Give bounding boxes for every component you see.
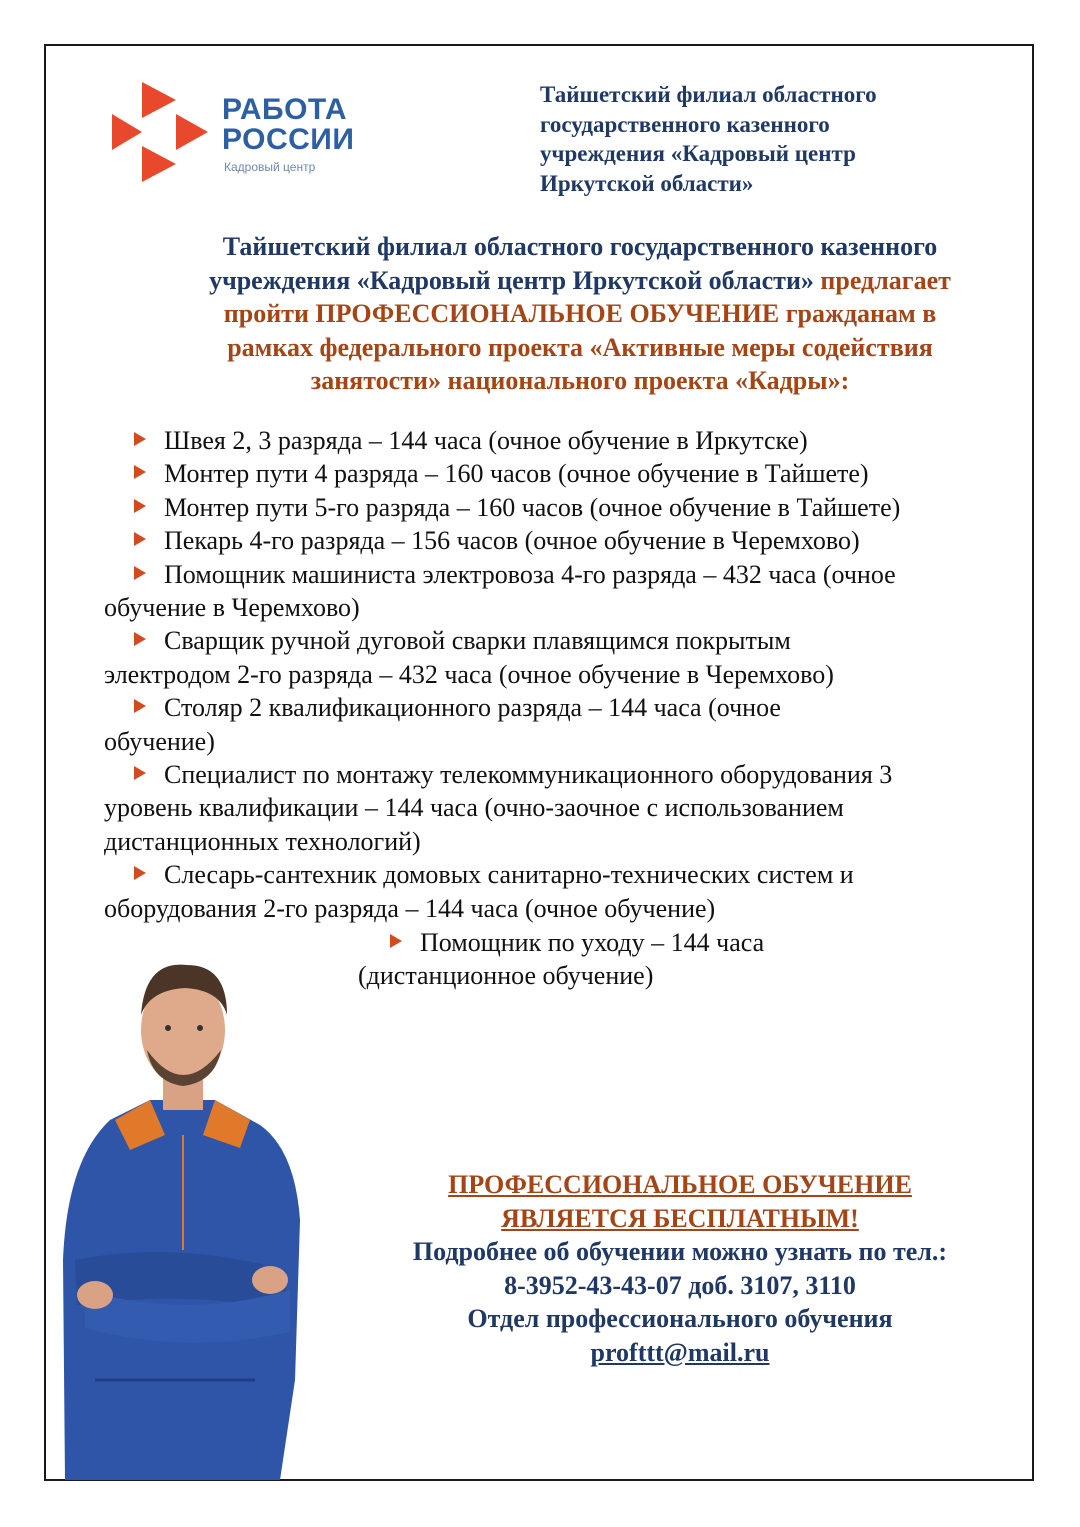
info-text: Подробнее об обучении можно узнать по тел.: (412, 1237, 948, 1266)
course-text: Специалист по монтажу телекоммуникационного оборудования 3 (164, 760, 893, 790)
phone-number: 8-3952-43-43-07 доб. 3107, 3110 (504, 1270, 856, 1300)
course-text: Пекарь 4-го разряда – 156 часов (очное обучение в Черемхово) (164, 526, 860, 556)
course-text: Монтер пути 4 разряда – 160 часов (очное обучение в Тайшете) (164, 459, 869, 489)
main-heading (120, 230, 1040, 398)
course-text: Монтер пути 5-го разряда – 160 часов (очное обучение в Тайшете) (164, 492, 901, 522)
org-header-line: Иркутской области» (540, 170, 754, 196)
course-text: Сварщик ручной дуговой сварки плавящимся покрытым (164, 626, 791, 656)
bullet-triangle-icon (390, 934, 402, 948)
bullet-triangle-icon (134, 866, 146, 880)
heading-rust-4: занятости» национального проекта «Кадры»: (310, 366, 850, 395)
logo-title-line2: РОССИИ (222, 123, 355, 156)
list-item (104, 558, 1004, 591)
list-item-continuation: электродом 2-го разряда – 432 часа (очное обучение в Черемхово) (104, 659, 834, 689)
bullet-triangle-icon (134, 566, 146, 580)
course-list (104, 424, 1004, 925)
list-item-continuation: уровень квалификации – 144 часа (очно-заочное с использованием (104, 793, 844, 823)
course-text: Слесарь-сантехник домовых санитарно-технических систем и (164, 860, 854, 890)
org-header-line: учреждения «Кадровый центр (540, 141, 856, 166)
logo-title-line1: РАБОТА (222, 93, 348, 126)
org-header-line: государственного казенного (540, 111, 830, 137)
heading-navy-1: Тайшетский филиал областного государственного казенного (222, 232, 938, 261)
bullet-triangle-icon (134, 532, 146, 546)
list-item (104, 758, 1004, 791)
bullet-triangle-icon (134, 766, 146, 780)
bottom-info (330, 1168, 1030, 1369)
course-text: Помощник машиниста электровоза 4-го разряда – 432 часа (очное (164, 559, 896, 589)
heading-rust-3: рамках федерального проекта «Активные меры содействия (227, 332, 933, 362)
course-text: Швея 2, 3 разряда – 144 часа (очное обучение в Иркутске) (164, 426, 808, 455)
heading-rust-2: пройти ПРОФЕССИОНАЛЬНОЕ ОБУЧЕНИЕ гражданам в (223, 299, 937, 328)
bullet-triangle-icon (134, 432, 146, 446)
department-name: Отдел профессионального обучения (467, 1304, 893, 1333)
list-item-continuation: (дистанционное обучение) (358, 961, 654, 991)
list-item (104, 691, 1004, 724)
list-item (104, 491, 1004, 524)
list-item (104, 858, 1004, 891)
list-item (104, 424, 1004, 457)
org-header (540, 80, 960, 198)
bullet-triangle-icon (134, 699, 146, 713)
course-text: Помощник по уходу – 144 часа (420, 928, 765, 957)
list-item (104, 457, 1004, 490)
bullet-triangle-icon (134, 499, 146, 513)
list-item-continuation: дистанционных технологий) (104, 826, 421, 856)
heading-rust-1: предлагает (813, 265, 951, 295)
bullet-triangle-icon (134, 632, 146, 646)
course-text: Столяр 2 квалификационного разряда – 144 часа (очное (164, 693, 781, 723)
email-link[interactable]: profttt@mail.ru (590, 1337, 770, 1367)
list-item (104, 524, 1004, 557)
logo-arrows-icon (112, 80, 212, 185)
worker-photo (55, 960, 305, 1480)
list-item (104, 624, 1004, 657)
list-item-continuation: оборудования 2-го разряда – 144 часа (очное обучение) (104, 893, 716, 923)
list-item-continuation: обучение) (104, 726, 215, 756)
rabota-rossii-logo (112, 80, 372, 190)
bullet-triangle-icon (134, 465, 146, 479)
org-header-line: Тайшетский филиал областного (540, 82, 877, 107)
list-item-continuation: обучение в Черемхово) (104, 593, 360, 623)
logo-subtitle: Кадровый центр (224, 160, 316, 174)
list-item-last (358, 926, 878, 993)
free-training-line1: ПРОФЕССИОНАЛЬНОЕ ОБУЧЕНИЕ (448, 1170, 912, 1199)
free-training-line2: ЯВЛЯЕТСЯ БЕСПЛАТНЫМ! (501, 1203, 859, 1233)
heading-navy-2: учреждения «Кадровый центр Иркутской области» (209, 265, 814, 295)
